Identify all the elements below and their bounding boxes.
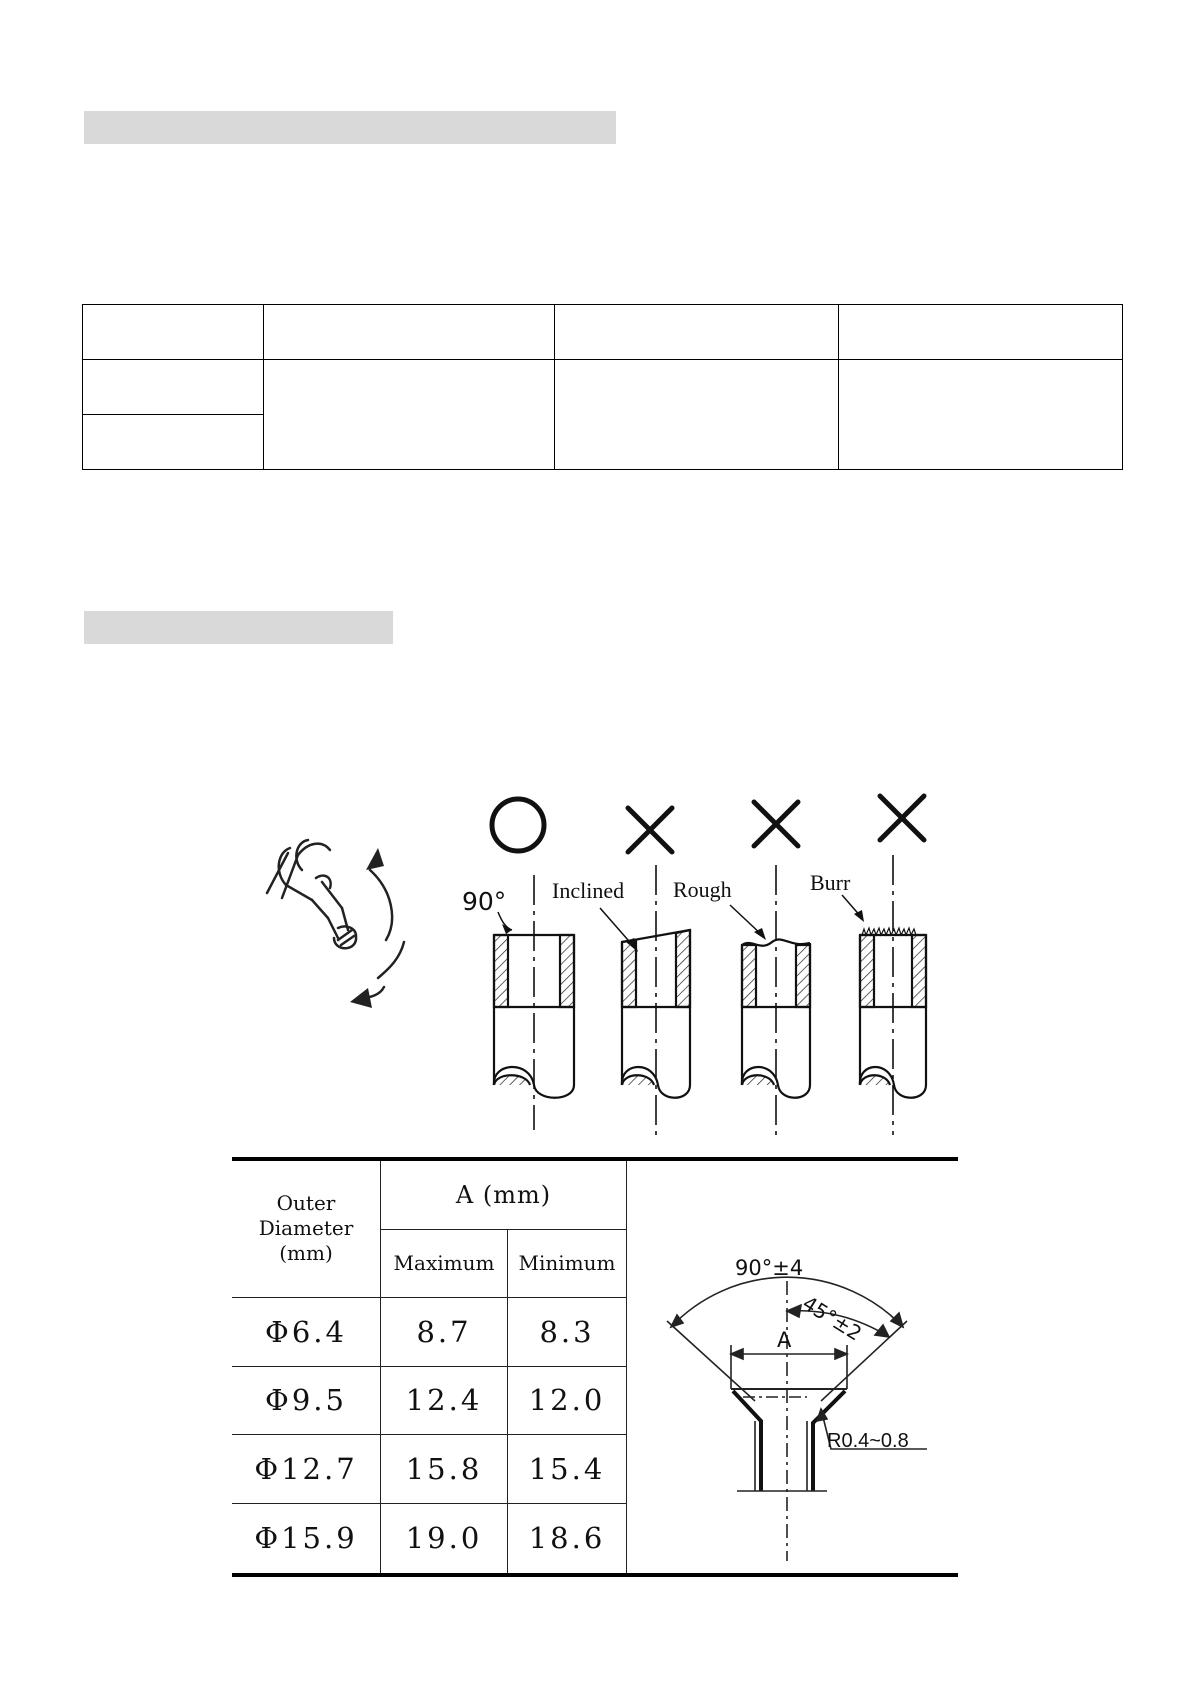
maximum-header: Maximum <box>381 1229 508 1297</box>
flare-drawing-cell <box>627 1161 958 1573</box>
pipe-rough <box>742 865 810 1135</box>
angle-label: 90° <box>462 887 507 916</box>
radius-label: R0.4~0.8 <box>827 1430 909 1452</box>
spec-cell <box>555 305 839 360</box>
minimum-cell: 8.3 <box>508 1297 627 1366</box>
angle-45-label: 45°±2 <box>798 1290 867 1346</box>
arrow-down-icon <box>350 988 372 1008</box>
spec-cell <box>264 360 555 470</box>
pipe-inclined <box>622 865 690 1135</box>
pipe-cutter-icon <box>267 840 404 998</box>
flare-dimension-table <box>232 1157 958 1576</box>
dimension-a-label: A <box>777 1328 792 1352</box>
maximum-cell: 8.7 <box>381 1297 508 1366</box>
spec-cell <box>555 360 839 470</box>
spec-table <box>82 304 1123 470</box>
spec-cell <box>83 305 264 360</box>
outer-diameter-cell: Φ6.4 <box>232 1297 381 1366</box>
outer-diameter-cell: Φ12.7 <box>232 1434 381 1503</box>
maximum-cell: 12.4 <box>381 1366 508 1434</box>
maximum-cell: 15.8 <box>381 1434 508 1503</box>
pipe-cut-figure <box>230 790 930 1135</box>
table-bottom-rule <box>232 1573 958 1577</box>
burr-label: Burr <box>810 870 851 895</box>
arrow-up-icon <box>366 848 384 870</box>
spec-cell <box>839 305 1123 360</box>
flare-drawing <box>627 1161 957 1573</box>
rough-label: Rough <box>673 877 732 902</box>
ng-x-icon <box>628 808 672 852</box>
ok-circle-icon <box>492 799 544 851</box>
outer-diameter-cell: Φ9.5 <box>232 1366 381 1434</box>
section-heading-bar <box>84 611 393 644</box>
a-mm-header: A (mm) <box>381 1161 627 1229</box>
minimum-cell: 12.0 <box>508 1366 627 1434</box>
minimum-cell: 18.6 <box>508 1503 627 1573</box>
spec-cell <box>83 415 264 470</box>
section-heading-bar <box>84 111 616 144</box>
inclined-label: Inclined <box>552 878 625 903</box>
spec-cell <box>83 360 264 415</box>
ng-x-icon <box>880 796 924 840</box>
spec-cell <box>839 360 1123 470</box>
outer-diameter-cell: Φ15.9 <box>232 1503 381 1573</box>
ng-x-icon <box>754 802 798 846</box>
minimum-header: Minimum <box>508 1229 627 1297</box>
maximum-cell: 19.0 <box>381 1503 508 1573</box>
pipe-burr <box>860 855 926 1135</box>
angle-90-label: 90°±4 <box>735 1256 804 1280</box>
minimum-cell: 15.4 <box>508 1434 627 1503</box>
outer-diameter-header: Outer Diameter (mm) <box>232 1161 381 1297</box>
spec-cell <box>264 305 555 360</box>
